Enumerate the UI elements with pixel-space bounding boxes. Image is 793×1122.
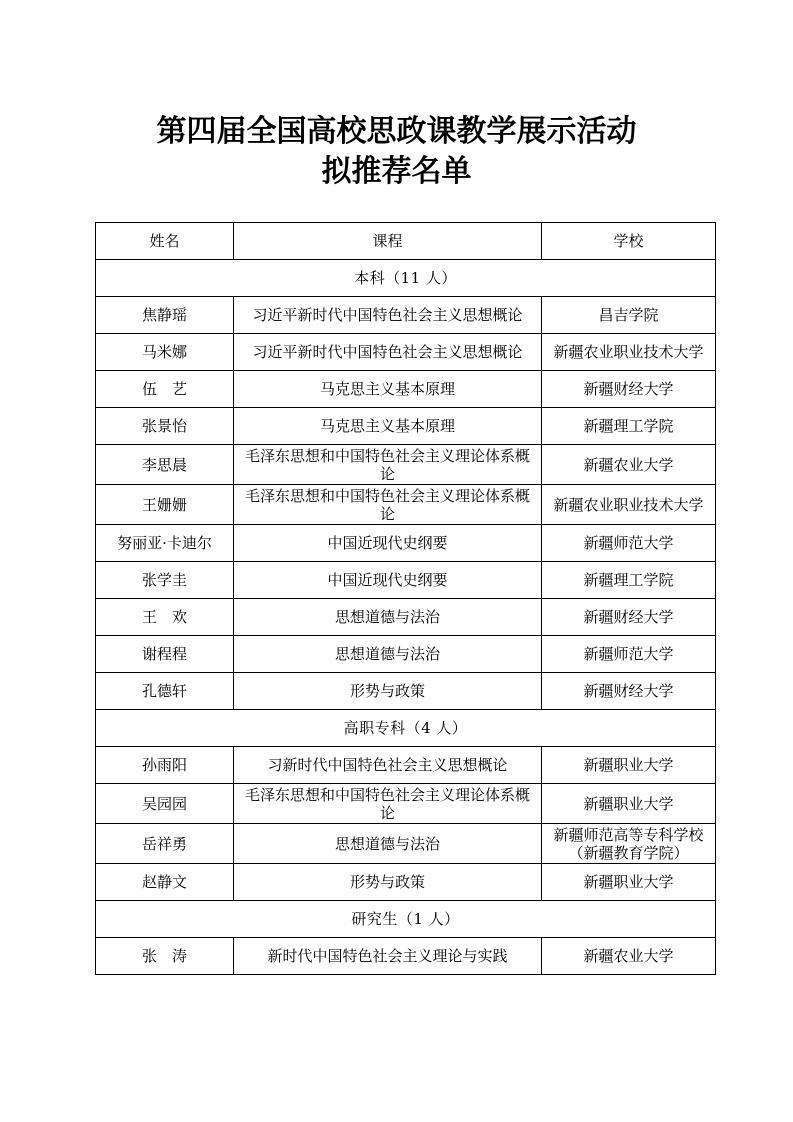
table-row	[96, 864, 716, 901]
group-row	[96, 260, 716, 297]
header-name: 姓名	[96, 223, 234, 260]
cell-course: 马克思主义基本原理	[234, 408, 542, 445]
cell-name: 王 欢	[96, 599, 234, 636]
cell-course: 毛泽东思想和中国特色社会主义理论体系概论	[234, 485, 542, 525]
table-row	[96, 334, 716, 371]
cell-name: 张 涛	[96, 938, 234, 975]
cell-course: 毛泽东思想和中国特色社会主义理论体系概论	[234, 445, 542, 485]
table-row	[96, 485, 716, 525]
cell-name: 孔德轩	[96, 673, 234, 710]
document-title: 第四届全国高校思政课教学展示活动	[156, 114, 637, 149]
cell-school: 新疆农业大学	[542, 445, 716, 485]
cell-school: 新疆师范大学	[542, 636, 716, 673]
cell-name: 孙雨阳	[96, 747, 234, 784]
group-row	[96, 901, 716, 938]
cell-school: 新疆师范高等专科学校（新疆教育学院）	[542, 824, 716, 864]
cell-course: 习近平新时代中国特色社会主义思想概论	[234, 297, 542, 334]
cell-course: 中国近现代史纲要	[234, 525, 542, 562]
table-row	[96, 445, 716, 485]
group-label: 研究生（1 人）	[96, 901, 716, 938]
table-row	[96, 824, 716, 864]
table-row	[96, 938, 716, 975]
header-school: 学校	[542, 223, 716, 260]
cell-school: 昌吉学院	[542, 297, 716, 334]
cell-school: 新疆农业职业技术大学	[542, 485, 716, 525]
cell-course: 毛泽东思想和中国特色社会主义理论体系概论	[234, 784, 542, 824]
cell-name: 谢程程	[96, 636, 234, 673]
header-course: 课程	[234, 223, 542, 260]
table-row	[96, 408, 716, 445]
cell-course: 中国近现代史纲要	[234, 562, 542, 599]
table-row	[96, 297, 716, 334]
cell-name: 努丽亚·卡迪尔	[96, 525, 234, 562]
cell-course: 思想道德与法治	[234, 599, 542, 636]
group-label: 高职专科（4 人）	[96, 710, 716, 747]
cell-course: 形势与政策	[234, 864, 542, 901]
cell-name: 王姗姗	[96, 485, 234, 525]
cell-school: 新疆农业大学	[542, 938, 716, 975]
cell-school: 新疆职业大学	[542, 747, 716, 784]
cell-school: 新疆农业职业技术大学	[542, 334, 716, 371]
document-subtitle: 拟推荐名单	[321, 154, 472, 189]
table-header-row	[96, 223, 716, 260]
cell-school: 新疆职业大学	[542, 784, 716, 824]
cell-course: 习近平新时代中国特色社会主义思想概论	[234, 334, 542, 371]
group-label: 本科（11 人）	[96, 260, 716, 297]
table-row	[96, 599, 716, 636]
table-row	[96, 525, 716, 562]
cell-school: 新疆财经大学	[542, 371, 716, 408]
table-row	[96, 673, 716, 710]
cell-course: 马克思主义基本原理	[234, 371, 542, 408]
nominee-table	[95, 222, 716, 975]
table-row	[96, 371, 716, 408]
table-row	[96, 562, 716, 599]
cell-course: 习新时代中国特色社会主义思想概论	[234, 747, 542, 784]
cell-name: 李思晨	[96, 445, 234, 485]
cell-school: 新疆财经大学	[542, 599, 716, 636]
cell-name: 伍 艺	[96, 371, 234, 408]
cell-name: 赵静文	[96, 864, 234, 901]
cell-name: 焦静瑶	[96, 297, 234, 334]
cell-school: 新疆理工学院	[542, 562, 716, 599]
cell-school: 新疆理工学院	[542, 408, 716, 445]
cell-name: 马米娜	[96, 334, 234, 371]
cell-school: 新疆财经大学	[542, 673, 716, 710]
group-row	[96, 710, 716, 747]
cell-school: 新疆师范大学	[542, 525, 716, 562]
cell-course: 形势与政策	[234, 673, 542, 710]
cell-school: 新疆职业大学	[542, 864, 716, 901]
cell-course: 思想道德与法治	[234, 636, 542, 673]
cell-course: 思想道德与法治	[234, 824, 542, 864]
table-row	[96, 747, 716, 784]
cell-name: 岳祥勇	[96, 824, 234, 864]
cell-name: 吴园园	[96, 784, 234, 824]
cell-course: 新时代中国特色社会主义理论与实践	[234, 938, 542, 975]
table-row	[96, 784, 716, 824]
cell-name: 张学圭	[96, 562, 234, 599]
table-row	[96, 636, 716, 673]
cell-name: 张景怡	[96, 408, 234, 445]
